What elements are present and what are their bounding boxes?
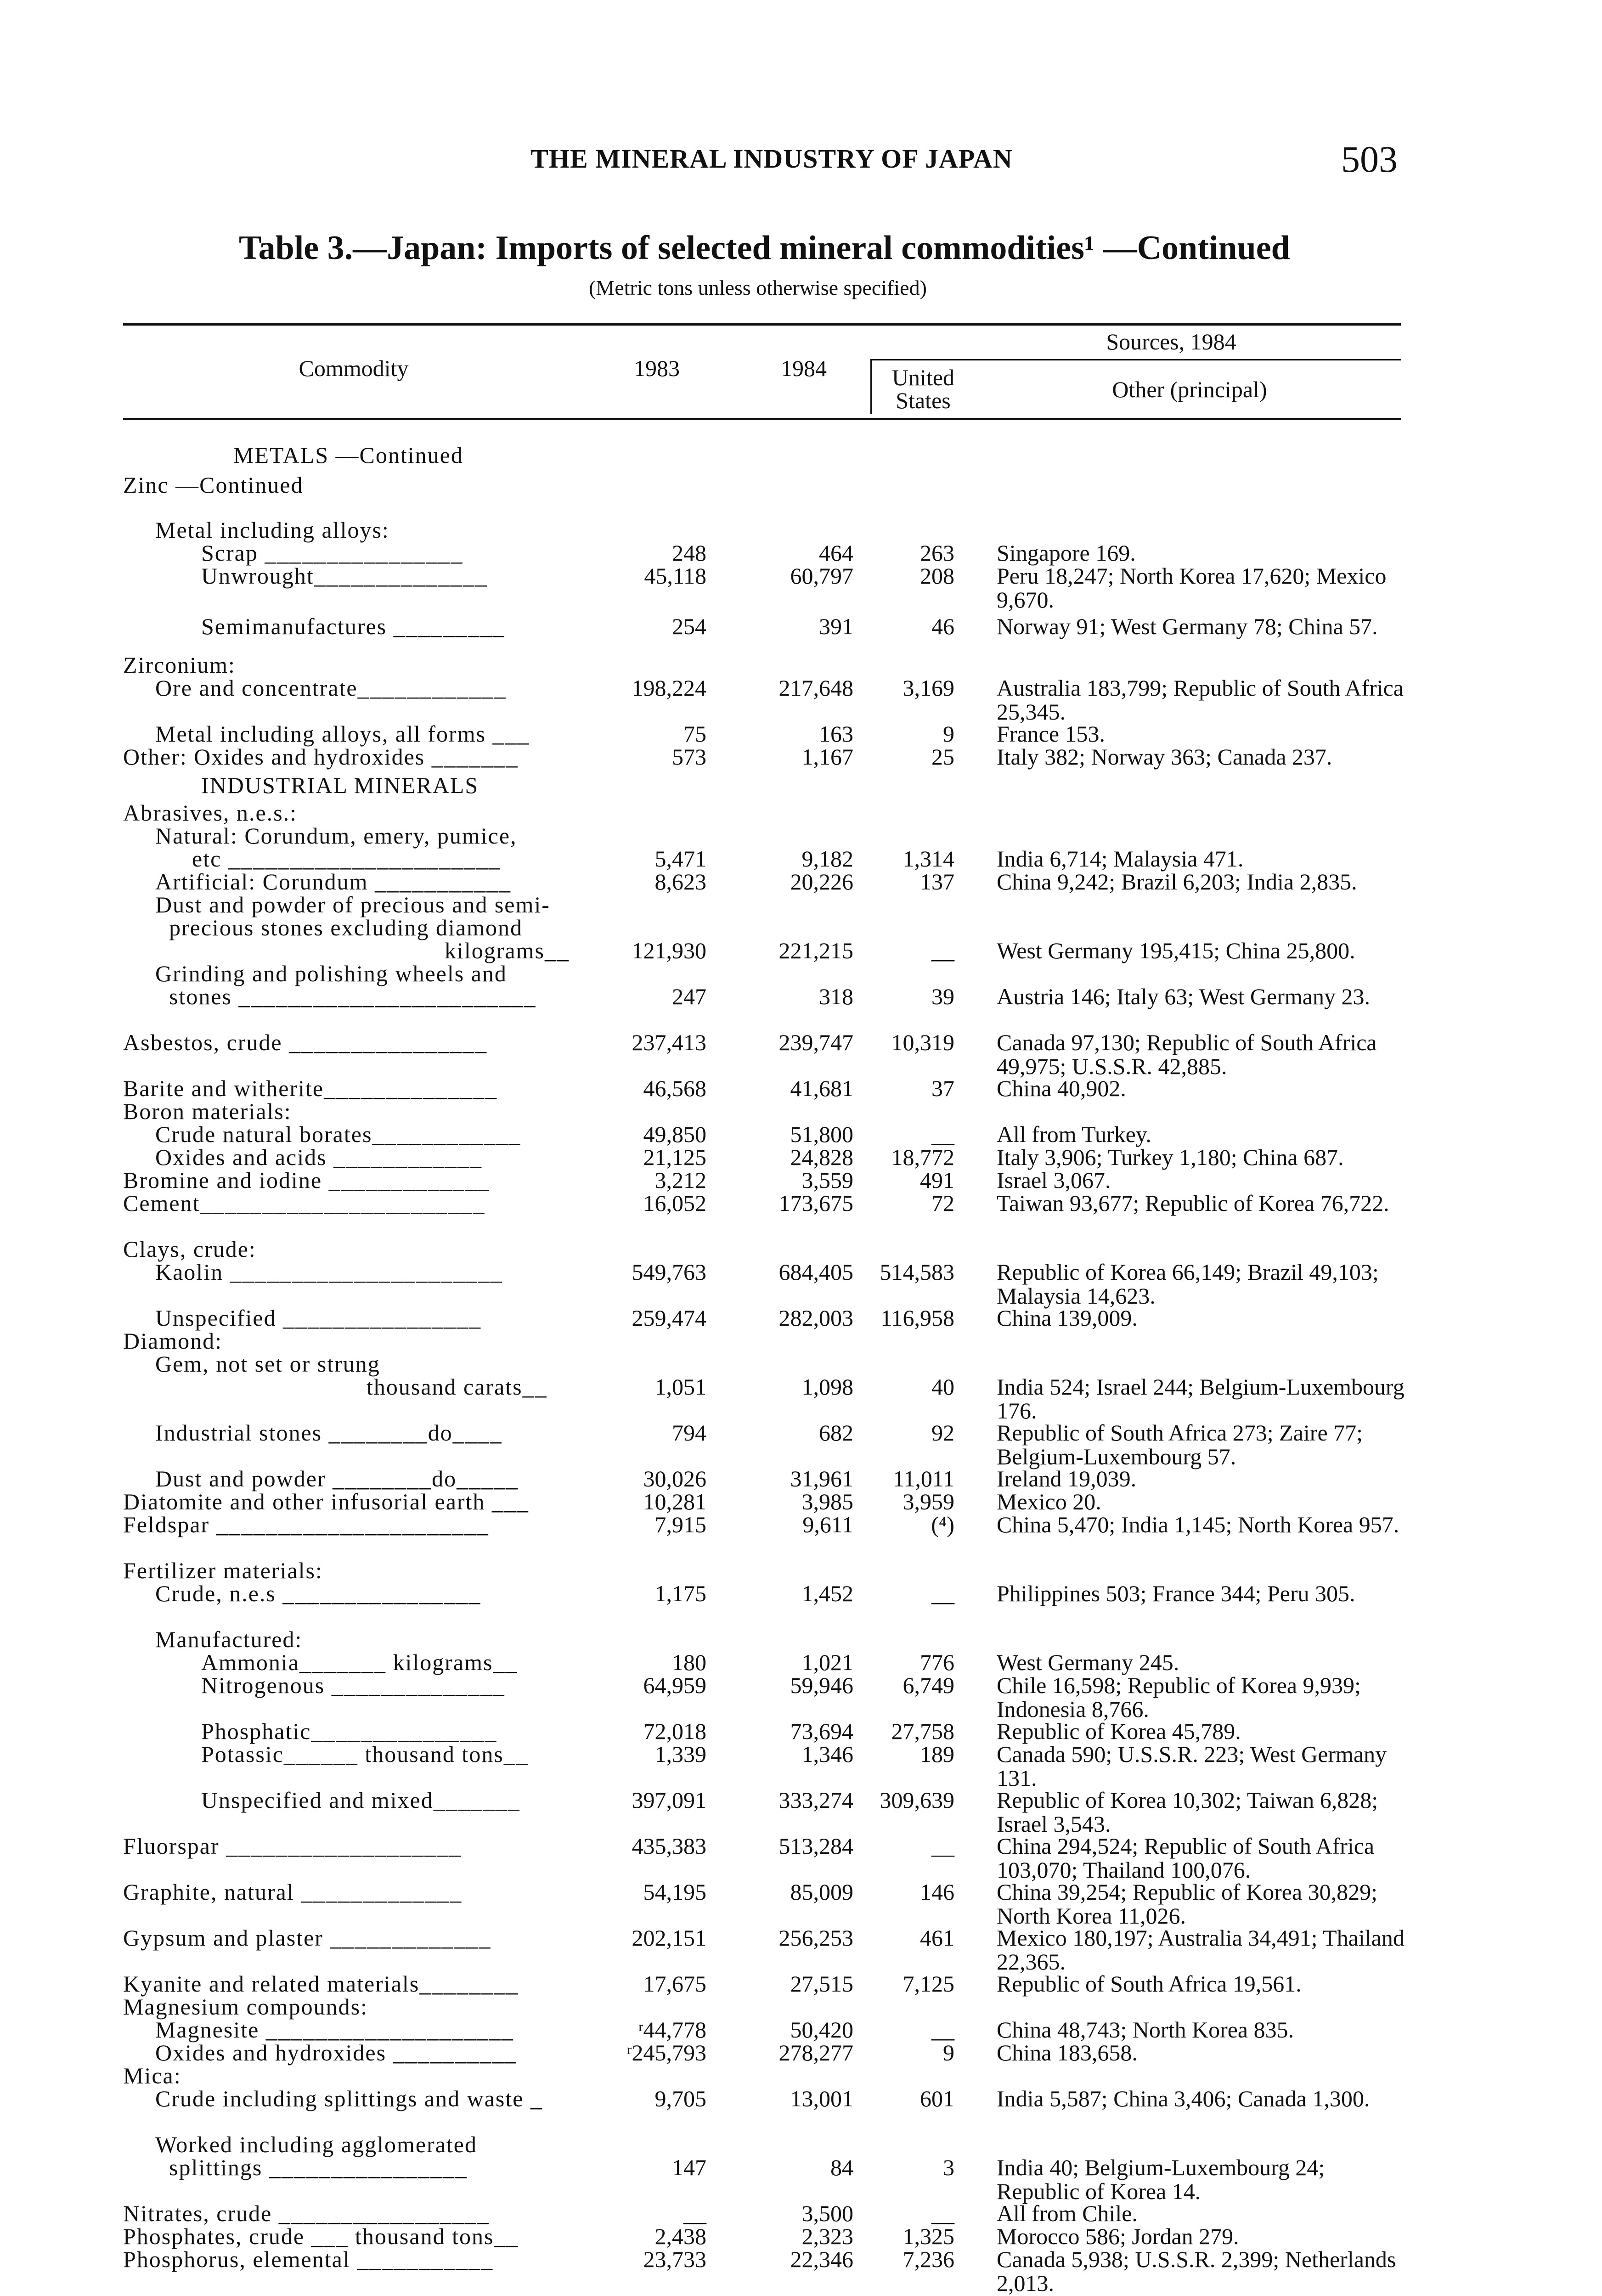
us-value-cell: 1,314 <box>903 846 954 872</box>
header-us-line2: States <box>896 388 951 413</box>
value-1984-cell: 51,800 <box>790 1121 853 1147</box>
value-1984-cell: 73,694 <box>790 1718 853 1744</box>
other-sources-cell: Republic of South Africa 19,561. <box>997 1971 1302 1997</box>
us-value-cell: __ <box>931 1121 954 1147</box>
value-1983-cell: 8,623 <box>654 869 706 895</box>
header-commodity: Commodity <box>299 355 409 381</box>
commodity-cell: Manufactured: <box>155 1626 303 1652</box>
commodity-cell: Mica: <box>123 2063 181 2088</box>
value-1984-cell: 256,253 <box>778 1925 853 1951</box>
table-row <box>0 893 1602 917</box>
other-sources-cell: Philippines 503; France 344; Peru 305. <box>997 1581 1355 1606</box>
commodity-cell: Graphite, natural _____________ <box>123 1879 463 1905</box>
other-sources-cell: Chile 16,598; Republic of Korea 9,939; Indonesia 8,766. <box>997 1672 1361 1722</box>
value-1984-cell: 2,323 <box>801 2223 853 2249</box>
table-row <box>0 801 1602 825</box>
table-row <box>0 1237 1602 1261</box>
us-value-cell: __ <box>931 1833 954 1859</box>
table-row <box>0 1352 1602 1376</box>
table-row <box>0 870 1602 894</box>
table-row <box>0 1627 1602 1651</box>
value-1984-cell: 1,098 <box>801 1374 853 1400</box>
value-1983-cell: 198,224 <box>632 675 706 701</box>
table-row <box>0 1076 1602 1100</box>
table-row <box>0 1650 1602 1674</box>
value-1984-cell: 282,003 <box>778 1305 853 1331</box>
table-row <box>0 614 1602 638</box>
other-sources-cell: China 5,470; India 1,145; North Korea 957. <box>997 1512 1399 1537</box>
table-row <box>0 1191 1602 1215</box>
other-sources-cell: India 524; Israel 244; Belgium-Luxembourg 176. <box>997 1374 1405 1424</box>
commodity-cell: splittings ________________ <box>169 2155 468 2180</box>
us-value-cell: __ <box>931 2017 954 2043</box>
other-sources-cell: Italy 382; Norway 363; Canada 237. <box>997 744 1332 770</box>
table-row <box>0 1972 1602 1996</box>
table-row <box>0 1513 1602 1536</box>
table-row <box>0 1467 1602 1491</box>
value-1983-cell: 23,733 <box>643 2246 706 2272</box>
us-value-cell: 263 <box>920 540 954 566</box>
commodity-cell: Crude, n.e.s ________________ <box>155 1581 481 1606</box>
table-row <box>0 1559 1602 1582</box>
us-value-cell: 11,011 <box>893 1466 954 1491</box>
table-row <box>0 1490 1602 1514</box>
value-1984-cell: 13,001 <box>790 2086 853 2111</box>
commodity-cell: precious stones excluding diamond <box>169 915 523 940</box>
table-row <box>0 985 1602 1008</box>
value-1984-cell: 391 <box>819 613 853 639</box>
value-1983-cell: 75 <box>683 721 706 747</box>
commodity-cell: Fluorspar ___________________ <box>123 1833 462 1859</box>
table-row <box>0 2224 1602 2248</box>
other-sources-cell: Canada 5,938; U.S.S.R. 2,399; Netherlands 2,013. <box>997 2246 1396 2296</box>
value-1984-cell: 464 <box>819 540 853 566</box>
us-value-cell: 10,319 <box>891 1030 954 1055</box>
us-value-cell: 7,236 <box>903 2246 954 2272</box>
value-1984-cell: 163 <box>819 721 853 747</box>
us-value-cell: 189 <box>920 1741 954 1767</box>
commodity-cell: Kyanite and related materials________ <box>123 1971 519 1997</box>
commodity-cell: Metal including alloys: <box>155 517 389 543</box>
value-1983-cell: 147 <box>672 2155 706 2180</box>
value-1984-cell: 1,167 <box>801 744 853 770</box>
sources-rule <box>870 359 1401 360</box>
table-row <box>0 541 1602 565</box>
value-1983-cell: 435,383 <box>632 1833 706 1859</box>
us-value-cell: 25 <box>931 744 954 770</box>
other-sources-cell: Austria 146; Italy 63; West Germany 23. <box>997 984 1370 1009</box>
us-value-cell: 39 <box>931 984 954 1009</box>
other-sources-cell: China 40,902. <box>997 1075 1126 1101</box>
value-1983-cell: 237,413 <box>632 1030 706 1055</box>
commodity-cell: etc ______________________ <box>192 846 501 872</box>
value-1983-cell: 64,959 <box>643 1672 706 1698</box>
table-row <box>0 1787 1602 1837</box>
commodity-cell: kilograms__ <box>445 938 570 963</box>
value-1984-cell: 41,681 <box>790 1075 853 1101</box>
value-1983-cell: 549,763 <box>632 1259 706 1285</box>
table-row <box>0 939 1602 962</box>
value-1983-cell: 1,175 <box>654 1581 706 1606</box>
other-sources-cell: India 6,714; Malaysia 471. <box>997 846 1244 872</box>
table-row <box>0 2041 1602 2065</box>
table-row <box>0 2133 1602 2156</box>
commodity-cell: Zirconium: <box>123 652 236 678</box>
other-sources-cell: West Germany 245. <box>997 1649 1179 1675</box>
value-1983-cell: 794 <box>672 1420 706 1446</box>
commodity-cell: Nitrogenous ______________ <box>201 1672 505 1698</box>
commodity-cell: Bromine and iodine _____________ <box>123 1167 490 1193</box>
us-column-rule <box>870 359 872 414</box>
commodity-cell: Ammonia_______ kilograms__ <box>201 1649 518 1675</box>
value-1984-cell: 3,500 <box>801 2200 853 2226</box>
us-value-cell: 137 <box>920 869 954 895</box>
value-1983-cell: 397,091 <box>632 1787 706 1813</box>
other-sources-cell: China 294,524; Republic of South Africa 103,070; Thailand 100,076. <box>997 1833 1375 1883</box>
other-sources-cell: India 5,587; China 3,406; Canada 1,300. <box>997 2086 1370 2111</box>
us-value-cell: 46 <box>931 613 954 639</box>
table-row <box>0 2087 1602 2110</box>
other-sources-cell: China 139,009. <box>997 1305 1138 1331</box>
commodity-cell: Nitrates, crude _________________ <box>123 2200 490 2226</box>
value-1983-cell: 21,125 <box>643 1144 706 1170</box>
other-sources-cell: India 40; Belgium-Luxembourg 24; Republic of Korea 14. <box>997 2155 1325 2204</box>
value-1983-cell: ʳ44,778 <box>638 2017 706 2043</box>
value-1983-cell: 1,051 <box>654 1374 706 1400</box>
us-value-cell: 491 <box>920 1167 954 1193</box>
value-1984-cell: 85,009 <box>790 1879 853 1905</box>
table-row <box>0 916 1602 940</box>
commodity-cell: Worked including agglomerated <box>155 2132 477 2157</box>
table-row <box>0 962 1602 985</box>
value-1984-cell: 3,985 <box>801 1489 853 1514</box>
us-value-cell: 18,772 <box>891 1144 954 1170</box>
value-1984-cell: 60,797 <box>790 563 853 589</box>
other-sources-cell: Republic of Korea 10,302; Taiwan 6,828; Israel 3,543. <box>997 1787 1378 1837</box>
value-1983-cell: 7,915 <box>654 1512 706 1537</box>
other-sources-cell: Peru 18,247; North Korea 17,620; Mexico 9,670. <box>997 563 1387 613</box>
table-row <box>0 2201 1602 2225</box>
value-1984-cell: 31,961 <box>790 1466 853 1491</box>
other-sources-cell: Mexico 180,197; Australia 34,491; Thailand 22,365. <box>997 1925 1405 1975</box>
value-1984-cell: 217,648 <box>778 675 853 701</box>
value-1984-cell: 27,515 <box>790 1971 853 1997</box>
commodity-cell: Grinding and polishing wheels and <box>155 961 507 986</box>
value-1983-cell: 3,212 <box>654 1167 706 1193</box>
commodity-cell: Natural: Corundum, emery, pumice, <box>155 823 517 849</box>
commodity-cell: Other: Oxides and hydroxides _______ <box>123 744 519 770</box>
table-row <box>0 722 1602 746</box>
value-1984-cell: 318 <box>819 984 853 1009</box>
other-sources-cell: West Germany 195,415; China 25,800. <box>997 938 1355 963</box>
commodity-cell: Industrial stones ________do____ <box>155 1420 502 1446</box>
value-1983-cell: 10,281 <box>643 1489 706 1514</box>
us-value-cell: 3 <box>943 2155 954 2180</box>
commodity-cell: Phosphorus, elemental ___________ <box>123 2246 494 2272</box>
other-sources-cell: Singapore 169. <box>997 540 1136 566</box>
value-1983-cell: 30,026 <box>643 1466 706 1491</box>
value-1984-cell: 24,828 <box>790 1144 853 1170</box>
other-sources-cell: China 9,242; Brazil 6,203; India 2,835. <box>997 869 1357 895</box>
commodity-cell: Dust and powder of precious and semi- <box>155 892 550 917</box>
value-1983-cell: 202,151 <box>632 1925 706 1951</box>
table-subtitle: (Metric tons unless otherwise specified) <box>589 276 927 299</box>
header-us-line1: United <box>891 365 955 390</box>
table-row <box>0 1099 1602 1123</box>
value-1983-cell: 9,705 <box>654 2086 706 2111</box>
table-row <box>0 773 1602 797</box>
table-row <box>0 824 1602 848</box>
value-1983-cell: 248 <box>672 540 706 566</box>
us-value-cell: 208 <box>920 563 954 589</box>
value-1983-cell: 180 <box>672 1649 706 1675</box>
value-1984-cell: 59,946 <box>790 1672 853 1698</box>
us-value-cell: __ <box>931 1581 954 1606</box>
us-value-cell: 37 <box>931 1075 954 1101</box>
value-1983-cell: 1,339 <box>654 1741 706 1767</box>
other-sources-cell: Republic of Korea 66,149; Brazil 49,103; Malaysia 14,623. <box>997 1259 1379 1309</box>
other-sources-cell: Ireland 19,039. <box>997 1466 1137 1491</box>
us-value-cell: 514,583 <box>880 1259 954 1285</box>
us-value-cell: 116,958 <box>880 1305 954 1331</box>
us-value-cell: 6,749 <box>903 1672 954 1698</box>
value-1984-cell: 9,182 <box>801 846 853 872</box>
us-value-cell: 92 <box>931 1420 954 1446</box>
table-row <box>0 443 1602 467</box>
table-top-rule <box>123 323 1401 326</box>
value-1984-cell: 221,215 <box>778 938 853 963</box>
table-row <box>0 1329 1602 1353</box>
commodity-cell: Crude natural borates____________ <box>155 1121 521 1147</box>
us-value-cell: 3,959 <box>903 1489 954 1514</box>
table-row <box>0 745 1602 769</box>
table-row <box>0 1122 1602 1146</box>
other-sources-cell: Republic of Korea 45,789. <box>997 1718 1241 1744</box>
header-other: Other (principal) <box>1112 377 1267 402</box>
value-1983-cell: __ <box>683 2200 706 2226</box>
table-row <box>0 2246 1602 2296</box>
commodity-cell: Gem, not set or strung <box>155 1351 380 1377</box>
commodity-cell: Potassic______ thousand tons__ <box>201 1741 529 1767</box>
value-1984-cell: 22,346 <box>790 2246 853 2272</box>
commodity-cell: Abrasives, n.e.s.: <box>123 800 297 826</box>
commodity-cell: Diatomite and other infusorial earth ___ <box>123 1489 529 1514</box>
value-1984-cell: 1,021 <box>801 1649 853 1675</box>
other-sources-cell: All from Turkey. <box>997 1121 1152 1147</box>
other-sources-cell: Canada 97,130; Republic of South Africa 49,975; U.S.S.R. 42,885. <box>997 1030 1377 1079</box>
commodity-cell: Barite and witherite______________ <box>123 1075 498 1101</box>
table-row <box>0 563 1602 613</box>
other-sources-cell: China 39,254; Republic of Korea 30,829; North Korea 11,026. <box>997 1879 1378 1929</box>
other-sources-cell: Republic of South Africa 273; Zaire 77; Belgium-Luxembourg 57. <box>997 1420 1363 1469</box>
value-1984-cell: 20,226 <box>790 869 853 895</box>
commodity-cell: Unspecified ________________ <box>155 1305 482 1331</box>
us-value-cell: 146 <box>920 1879 954 1905</box>
value-1983-cell: 16,052 <box>643 1190 706 1216</box>
us-value-cell: 1,325 <box>903 2223 954 2249</box>
table-row <box>0 1719 1602 1743</box>
table-row <box>0 1925 1602 1975</box>
table-row <box>0 1995 1602 2019</box>
commodity-cell: Feldspar ______________________ <box>123 1512 489 1537</box>
commodity-cell: Clays, crude: <box>123 1236 256 1262</box>
value-1984-cell: 1,346 <box>801 1741 853 1767</box>
other-sources-cell: Australia 183,799; Republic of South Africa 25,345. <box>997 675 1404 725</box>
us-value-cell: 40 <box>931 1374 954 1400</box>
value-1984-cell: 50,420 <box>790 2017 853 2043</box>
table-row <box>0 1306 1602 1330</box>
commodity-cell: INDUSTRIAL MINERALS <box>201 772 479 798</box>
value-1983-cell: 247 <box>672 984 706 1009</box>
table-row <box>0 1672 1602 1722</box>
header-bottom-rule <box>123 418 1401 420</box>
value-1984-cell: 84 <box>830 2155 853 2180</box>
commodity-cell: Metal including alloys, all forms ___ <box>155 721 530 747</box>
table-row <box>0 2018 1602 2042</box>
us-value-cell: 27,758 <box>891 1718 954 1744</box>
us-value-cell: (⁴) <box>931 1512 954 1537</box>
us-value-cell: 7,125 <box>903 1971 954 1997</box>
us-value-cell: __ <box>931 938 954 963</box>
us-value-cell: 9 <box>943 2040 954 2065</box>
commodity-cell: Cement_______________________ <box>123 1190 485 1216</box>
commodity-cell: Phosphates, crude ___ thousand tons__ <box>123 2223 519 2249</box>
commodity-cell: Phosphatic_______________ <box>201 1718 497 1744</box>
us-value-cell: 9 <box>943 721 954 747</box>
value-1984-cell: 682 <box>819 1420 853 1446</box>
value-1984-cell: 513,284 <box>778 1833 853 1859</box>
value-1984-cell: 278,277 <box>778 2040 853 2065</box>
us-value-cell: 72 <box>931 1190 954 1216</box>
value-1984-cell: 3,559 <box>801 1167 853 1193</box>
other-sources-cell: Norway 91; West Germany 78; China 57. <box>997 613 1378 639</box>
table-row <box>0 675 1602 725</box>
header-1983: 1983 <box>634 355 680 381</box>
commodity-cell: Scrap ________________ <box>201 540 463 566</box>
table-row <box>0 2155 1602 2204</box>
other-sources-cell: Canada 590; U.S.S.R. 223; West Germany 131. <box>997 1741 1387 1791</box>
header-1984: 1984 <box>781 355 827 381</box>
value-1984-cell: 684,405 <box>778 1259 853 1285</box>
value-1983-cell: 17,675 <box>643 1971 706 1997</box>
value-1983-cell: 45,118 <box>644 563 706 589</box>
value-1983-cell: 2,438 <box>654 2223 706 2249</box>
table-row <box>0 1879 1602 1929</box>
commodity-cell: Unwrought______________ <box>201 563 488 589</box>
table-row <box>0 1420 1602 1469</box>
us-value-cell: 601 <box>920 2086 954 2111</box>
value-1983-cell: 46,568 <box>643 1075 706 1101</box>
table-row <box>0 1833 1602 1883</box>
value-1983-cell: 72,018 <box>643 1718 706 1744</box>
us-value-cell: __ <box>931 2200 954 2226</box>
table-row <box>0 847 1602 871</box>
other-sources-cell: Israel 3,067. <box>997 1167 1111 1193</box>
table-row <box>0 1259 1602 1309</box>
commodity-cell: Unspecified and mixed_______ <box>201 1787 520 1813</box>
header-sources: Sources, 1984 <box>1106 329 1236 355</box>
other-sources-cell: All from Chile. <box>997 2200 1138 2226</box>
table-row <box>0 1030 1602 1079</box>
us-value-cell: 3,169 <box>903 675 954 701</box>
us-value-cell: 776 <box>920 1649 954 1675</box>
table-row <box>0 1581 1602 1605</box>
commodity-cell: Oxides and acids ____________ <box>155 1144 483 1170</box>
us-value-cell: 309,639 <box>880 1787 954 1813</box>
other-sources-cell: Morocco 586; Jordan 279. <box>997 2223 1239 2249</box>
commodity-cell: Zinc —Continued <box>123 472 304 498</box>
page-number: 503 <box>1341 138 1398 180</box>
running-title: THE MINERAL INDUSTRY OF JAPAN <box>530 144 1013 174</box>
value-1983-cell: 573 <box>672 744 706 770</box>
commodity-cell: Gypsum and plaster _____________ <box>123 1925 491 1951</box>
value-1984-cell: 1,452 <box>801 1581 853 1606</box>
commodity-cell: Artificial: Corundum ___________ <box>155 869 512 895</box>
table-row <box>0 473 1602 497</box>
value-1983-cell: 259,474 <box>632 1305 706 1331</box>
value-1983-cell: ʳ245,793 <box>626 2040 706 2065</box>
table-row <box>0 518 1602 542</box>
commodity-cell: Magnesite ____________________ <box>155 2017 514 2043</box>
commodity-cell: Asbestos, crude ________________ <box>123 1030 488 1055</box>
table-row <box>0 1168 1602 1192</box>
table-row <box>0 1145 1602 1169</box>
other-sources-cell: Italy 3,906; Turkey 1,180; China 687. <box>997 1144 1344 1170</box>
value-1984-cell: 173,675 <box>778 1190 853 1216</box>
value-1983-cell: 5,471 <box>654 846 706 872</box>
value-1983-cell: 254 <box>672 613 706 639</box>
commodity-cell: Ore and concentrate____________ <box>155 675 507 701</box>
table-row <box>0 2064 1602 2088</box>
table-row <box>0 653 1602 677</box>
other-sources-cell: Taiwan 93,677; Republic of Korea 76,722. <box>997 1190 1389 1216</box>
commodity-cell: Semimanufactures _________ <box>201 613 505 639</box>
us-value-cell: 461 <box>920 1925 954 1951</box>
commodity-cell: Oxides and hydroxides __________ <box>155 2040 517 2065</box>
commodity-cell: Fertilizer materials: <box>123 1558 323 1583</box>
table-row <box>0 1374 1602 1424</box>
value-1983-cell: 49,850 <box>643 1121 706 1147</box>
value-1984-cell: 333,274 <box>778 1787 853 1813</box>
value-1984-cell: 9,611 <box>802 1512 853 1537</box>
value-1984-cell: 239,747 <box>778 1030 853 1055</box>
commodity-cell: Diamond: <box>123 1328 222 1354</box>
commodity-cell: stones ________________________ <box>169 984 536 1009</box>
commodity-cell: Boron materials: <box>123 1098 292 1124</box>
other-sources-cell: China 183,658. <box>997 2040 1138 2065</box>
commodity-cell: Dust and powder ________do_____ <box>155 1466 519 1491</box>
other-sources-cell: France 153. <box>997 721 1106 747</box>
commodity-cell: Kaolin ______________________ <box>155 1259 503 1285</box>
table-row <box>0 1741 1602 1791</box>
value-1983-cell: 54,195 <box>643 1879 706 1905</box>
commodity-cell: Crude including splittings and waste _ <box>155 2086 543 2111</box>
commodity-cell: METALS —Continued <box>233 442 463 468</box>
value-1983-cell: 121,930 <box>632 938 706 963</box>
commodity-cell: Magnesium compounds: <box>123 1994 368 2020</box>
other-sources-cell: China 48,743; North Korea 835. <box>997 2017 1294 2043</box>
other-sources-cell: Mexico 20. <box>997 1489 1101 1514</box>
table-title: Table 3.—Japan: Imports of selected mineral commodities¹ —Continued <box>239 229 1290 267</box>
commodity-cell: thousand carats__ <box>367 1374 547 1400</box>
